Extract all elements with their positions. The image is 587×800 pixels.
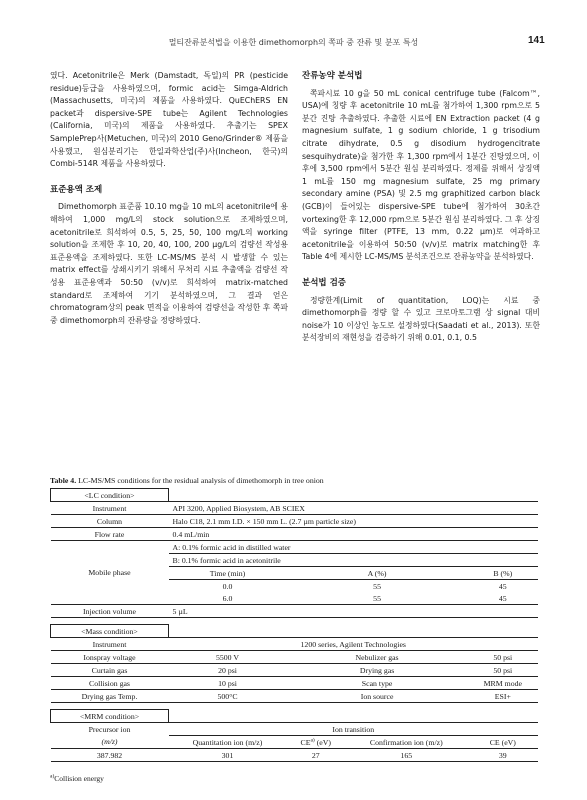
gradient-row: 0.0 55 45 — [51, 580, 539, 593]
table-row: B: 0.1% formic acid in acetonitrile — [51, 554, 539, 567]
mass-row: Curtain gas 20 psi Drying gas 50 psi — [51, 664, 539, 677]
gradient-header-row: Time (min) A (%) B (%) — [51, 567, 539, 580]
mass-condition-title: <Mass condition> — [51, 625, 169, 638]
table-row: Flow rate 0.4 mL/min — [51, 528, 539, 541]
running-title: 멀티잔류분석법을 이용한 dimethomorph의 쪽파 중 잔류 및 분포 특성 — [168, 38, 419, 47]
table-caption-label: Table 4. — [50, 476, 77, 485]
paragraph: 였다. Acetonitrile은 Merk (Damstadt, 독일)의 PR (pesticide residue)등급을 사용하였으며, formic acid는 Simga-Aldrich (Massachusetts, 미국)의 제품을 사용하였다. QuEChERS EN packet과 dispersive-SPE tube는 Agilent Technologies (California, 미국)의 제품을 사용하였다. 추출기는 SPEX SamplePrep사(Metuchen, 미국)의 2010 Geno/Grinder® 제품을 사용했고, 원심분리기는 한일과학산업(주)사(Incheon, 한국)의 Combi-514R 제품을 사용하였다. — [50, 71, 288, 169]
section-heading: 분석법 검증 — [302, 277, 347, 288]
left-column — [50, 70, 288, 327]
mrm-condition-title: <MRM condition> — [51, 710, 169, 723]
table-row: Instrument 1200 series, Agilent Technologies — [51, 638, 539, 651]
table-row — [51, 489, 539, 502]
paragraph: Dimethomorph 표준품 10.10 mg을 10 mL의 acetonitrile에 용해하여 1,000 mg/L의 stock solution으로 조제하였으며, acetonitrile로 희석하여 0.5, 5, 25, 50, 100 mg/L의 working solution을 조제한 후 10, 20, 40, 100, 200 µg/L의 검량선 작성용 표준용액을 조제하였다. 또한 LC-MS/MS 분석 시 발생할 수 있는 matrix effect를 상쇄시키기 위해서 무처리 시료 추출액을 검량선 작성용 표준용액과 50:50 (v/v)로 희석하여 matrix-matched standard로 조제하여 기기 분석하였으며, 그 결과 얻은 chromatogram상의 peak 면적을 이용하여 검량선을 작성한 후 쪽파 중 dimethomorph의 잔류량을 정량하였다. — [50, 202, 288, 325]
table-row — [51, 710, 539, 723]
mrm-row: 387.982 301 27 165 39 — [51, 749, 539, 762]
table-row — [51, 625, 539, 638]
table-row: Mobile phase A: 0.1% formic acid in distilled water — [51, 541, 539, 554]
lc-condition-title: <LC condition> — [51, 489, 169, 502]
mrm-header-row: (m/z) Quantitation ion (m/z) CE$^{a)}$ (eV) Confirmation ion (m/z) CE (eV) — [101, 736, 516, 747]
table-footnote: $^{a)}$Collision energy — [50, 773, 104, 783]
table-caption-text: LC-MS/MS conditions for the residual analysis of dimethomorph in tree onion — [78, 476, 324, 485]
right-column — [302, 70, 540, 345]
table-row: Injection volume 5 µL — [51, 605, 539, 618]
mass-row: Collision gas 10 psi Scan type MRM mode — [51, 677, 539, 690]
mrm-header-row: Precursor ion Ion transition — [51, 723, 539, 736]
lcms-conditions-table — [50, 488, 538, 762]
table-row: Column Halo C18, 2.1 mm I.D. × 150 mm L. (2.7 µm particle size) — [51, 515, 539, 528]
mass-row: Ionspray voltage 5500 V Nebulizer gas 50 psi — [51, 651, 539, 664]
paragraph: 쪽파시료 10 g을 50 mL conical centrifuge tube (Falcom™, USA)에 칭량 후 acetonitrile 10 mL를 첨가하여 1,300 rpm으로 5분간 진탕 추출하였다. 추출한 시료에 EN Extraction packet (4 g magnesium sulfate, 1 g sodium chloride, 1 g trisodium citrate dihydrate, 0.5 g disodium hydrogencitrate sesquihydrate)을 첨가한 후 1,300 rpm에서 1분간 진탕였으며, 이 후에 3,500 rpm에서 5분간 원심 분리하였다. 정제를 위해서 상징액 1 mL를 150 mg magnesium sulfate, 25 mg primary secondary amine (PSA) 및 2.5 mg graphitized carbon black (GCB)이 들어있는 dispersive-SPE tube에 첨가하여 30초간 vortexing한 후 12,000 rpm으로 5분간 원심 분리하였다. 그 후 상징액을 syringe filter (PTFE, 13 mm, 0.22 µm)로 여과하고 acetonitrile을 이용하여 50:50 (v/v)로 matrix matching한 후 Table 4에 제시한 LC-MS/MS 분석조건으로 잔류농약을 분석하였다. — [302, 88, 540, 262]
page-number: 141 — [528, 35, 545, 46]
section-heading: 표준용액 조제 — [50, 184, 103, 195]
gradient-row: 6.0 55 45 — [222, 593, 507, 603]
mass-row: Drying gas Temp. 500°C Ion source ESI+ — [51, 690, 539, 703]
table-caption — [50, 476, 550, 485]
table-row: Instrument API 3200, Applied Biosystem, AB SCIEX — [51, 502, 539, 515]
paragraph: 정량한계(Limit of quantitation, LOQ)는 시료 중 dimethomorph를 정량 할 수 있고 크로마토그램 상 signal 대비 noise가 10 이상인 농도로 설정하였다(Saadati et al., 2013). 또한 분석장비의 재현성을 검증하기 위해 0.01, 0.1, 0.5 — [302, 295, 540, 343]
section-heading: 잔류농약 분석법 — [302, 71, 363, 81]
